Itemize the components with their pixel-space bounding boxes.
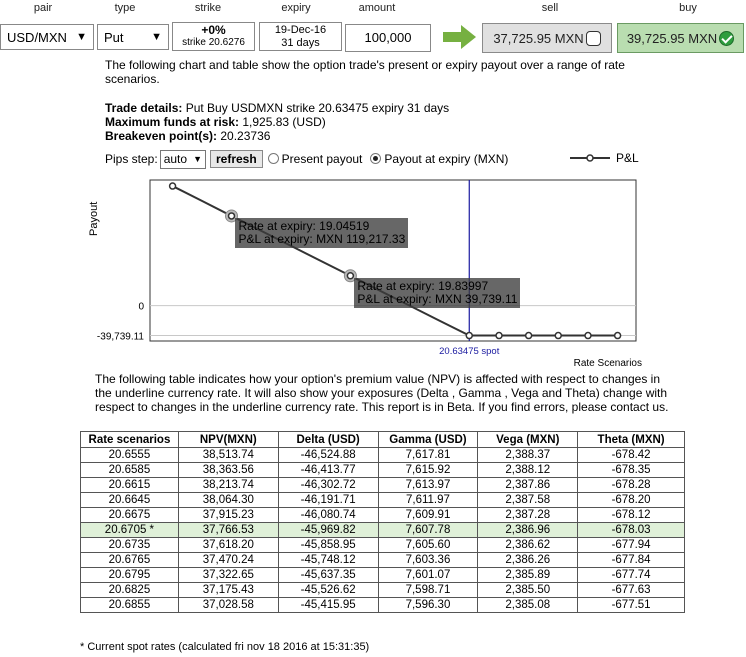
table-cell: 7,609.91 (378, 508, 478, 523)
table-cell: 20.6615 (81, 478, 179, 493)
breakeven-value: 20.23736 (217, 129, 271, 143)
table-cell: 7,596.30 (378, 598, 478, 613)
tooltip-rate: Rate at expiry: 19.04519 (238, 218, 370, 233)
table-cell: 20.6555 (81, 448, 179, 463)
buy-price: 39,725.95 MXN (626, 30, 718, 46)
table-cell: 38,513.74 (178, 448, 278, 463)
data-point (228, 213, 234, 219)
present-payout-label: Present payout (281, 152, 363, 166)
trade-details-value: Put Buy USDMXN strike 20.63475 expiry 31 days (182, 101, 450, 115)
sell-checkbox-icon[interactable] (586, 31, 601, 46)
column-header: Gamma (USD) (378, 432, 478, 448)
table-cell: 37,028.58 (178, 598, 278, 613)
expiry-date: 19-Dec-16 (274, 24, 327, 36)
data-point (466, 333, 472, 339)
expiry-days: 31 days (281, 37, 320, 49)
table-cell: 2,388.12 (478, 463, 578, 478)
table-cell: -45,858.95 (278, 538, 378, 553)
refresh-button[interactable]: refresh (210, 150, 263, 168)
pair-select[interactable] (0, 24, 94, 50)
table-cell: 7,603.36 (378, 553, 478, 568)
data-point (526, 333, 532, 339)
table-row (81, 598, 685, 613)
y-tick-label: 0 (138, 301, 144, 313)
table-cell: -678.03 (578, 523, 685, 538)
table-cell: -46,524.88 (278, 448, 378, 463)
table-cell: -677.84 (578, 553, 685, 568)
pips-step-value: auto (163, 152, 188, 166)
data-point (555, 333, 561, 339)
table-row (81, 523, 685, 538)
table-cell: -677.51 (578, 598, 685, 613)
pair-value: USD/MXN (7, 29, 67, 45)
table-cell: 20.6825 (81, 583, 179, 598)
trade-details-label: Trade details: (105, 101, 183, 115)
table-row (81, 583, 685, 598)
table-cell: 20.6705 * (81, 523, 179, 538)
radio-checked-icon (370, 153, 381, 164)
header-buy: buy (679, 2, 697, 14)
table-cell: 37,470.24 (178, 553, 278, 568)
table-cell: 37,322.65 (178, 568, 278, 583)
chevron-down-icon: ▼ (76, 31, 87, 43)
table-cell: 2,386.62 (478, 538, 578, 553)
table-cell: 20.6675 (81, 508, 179, 523)
header-sell: sell (541, 2, 559, 14)
table-cell: -46,080.74 (278, 508, 378, 523)
table-cell: -45,637.35 (278, 568, 378, 583)
pips-step-label: Pips step: (105, 152, 158, 166)
data-point (615, 333, 621, 339)
sell-price-button[interactable] (482, 23, 612, 53)
arrow-right-icon (443, 24, 477, 50)
funds-at-risk-label: Maximum funds at risk: (105, 115, 240, 129)
table-cell: -678.20 (578, 493, 685, 508)
table-cell: 2,387.58 (478, 493, 578, 508)
table-cell: 7,607.78 (378, 523, 478, 538)
type-value: Put (104, 29, 124, 45)
legend-line-icon (570, 153, 610, 163)
table-cell: -46,302.72 (278, 478, 378, 493)
y-tick-label: -39,739.11 (96, 331, 144, 343)
table-cell: -46,413.77 (278, 463, 378, 478)
table-cell: -677.74 (578, 568, 685, 583)
table-cell: 37,915.23 (178, 508, 278, 523)
column-header: Rate scenarios (81, 432, 179, 448)
table-cell: -677.63 (578, 583, 685, 598)
plot-area (150, 180, 636, 341)
table-cell: 20.6645 (81, 493, 179, 508)
column-header: Vega (MXN) (478, 432, 578, 448)
rate-scenarios-table (80, 431, 685, 613)
table-cell: 7,598.71 (378, 583, 478, 598)
data-point (496, 333, 502, 339)
table-cell: 7,601.07 (378, 568, 478, 583)
spot-label: 20.63475 spot (439, 346, 500, 357)
table-row (81, 478, 685, 493)
table-cell: 20.6795 (81, 568, 179, 583)
chart-intro-text: The following chart and table show the option trade's present or expiry payout over a range of rate scenarios. (105, 58, 625, 86)
type-select[interactable] (97, 24, 169, 50)
breakeven-label: Breakeven point(s): (105, 129, 218, 143)
table-cell: -678.28 (578, 478, 685, 493)
table-cell: -678.35 (578, 463, 685, 478)
strike-value: strike 20.6276 (182, 37, 245, 48)
table-cell: -45,415.95 (278, 598, 378, 613)
column-header: NPV(MXN) (178, 432, 278, 448)
header-type: type (114, 2, 136, 14)
table-cell: -46,191.71 (278, 493, 378, 508)
table-cell: -677.94 (578, 538, 685, 553)
table-cell: 20.6585 (81, 463, 179, 478)
table-row (81, 448, 685, 463)
data-point (585, 333, 591, 339)
table-cell: 7,613.97 (378, 478, 478, 493)
table-cell: 7,615.92 (378, 463, 478, 478)
table-cell: 38,213.74 (178, 478, 278, 493)
chart-tooltip (354, 278, 520, 308)
table-cell: 2,385.89 (478, 568, 578, 583)
table-cell: 2,387.28 (478, 508, 578, 523)
table-cell: 37,175.43 (178, 583, 278, 598)
table-cell: 2,386.26 (478, 553, 578, 568)
table-cell: -45,969.82 (278, 523, 378, 538)
table-cell: -45,748.12 (278, 553, 378, 568)
tooltip-rate: Rate at expiry: 19.83997 (357, 278, 489, 293)
tooltip-pnl: P&L at expiry: MXN 119,217.33 (238, 231, 406, 246)
table-cell: 7,611.97 (378, 493, 478, 508)
amount-input[interactable]: 100,000 (345, 24, 431, 52)
table-cell: -45,526.62 (278, 583, 378, 598)
table-cell: 20.6735 (81, 538, 179, 553)
x-axis-label: Rate Scenarios (573, 358, 642, 369)
chevron-down-icon: ▼ (151, 31, 162, 43)
sell-price: 37,725.95 MXN (493, 30, 584, 46)
header-amount: amount (358, 2, 396, 14)
data-point (347, 273, 353, 279)
footnote: * Current spot rates (calculated fri nov 18 2016 at 15:31:35) (80, 641, 370, 653)
legend-label: P&L (616, 151, 639, 165)
table-cell: 7,605.60 (378, 538, 478, 553)
expiry-payout-label: Payout at expiry (MXN) (384, 152, 509, 166)
tooltip-pnl: P&L at expiry: MXN 39,739.11 (357, 291, 518, 306)
table-cell: 2,387.86 (478, 478, 578, 493)
header-expiry: expiry (281, 2, 311, 14)
table-cell: 2,385.08 (478, 598, 578, 613)
table-row (81, 568, 685, 583)
radio-unchecked-icon (268, 153, 279, 164)
table-cell: 7,617.81 (378, 448, 478, 463)
data-point (170, 183, 176, 189)
table-cell: 38,363.56 (178, 463, 278, 478)
table-cell: 20.6765 (81, 553, 179, 568)
strike-box[interactable] (172, 22, 255, 51)
column-header: Theta (MXN) (578, 432, 685, 448)
expiry-box[interactable] (259, 22, 342, 51)
table-cell: -678.12 (578, 508, 685, 523)
chart-controls (105, 149, 508, 169)
table-cell: 2,385.50 (478, 583, 578, 598)
strike-percent: +0% (201, 23, 226, 37)
table-cell: 37,766.53 (178, 523, 278, 538)
expiry-payout-radio[interactable] (370, 152, 508, 166)
y-axis-label: Payout (88, 201, 100, 236)
table-cell: -678.42 (578, 448, 685, 463)
buy-price-button[interactable] (617, 23, 744, 53)
payout-chart-svg (90, 176, 650, 371)
table-row (81, 553, 685, 568)
header-pair: pair (33, 2, 53, 14)
table-cell: 20.6855 (81, 598, 179, 613)
table-row (81, 493, 685, 508)
trade-details (105, 101, 665, 143)
column-header: Delta (USD) (278, 432, 378, 448)
table-cell: 38,064.30 (178, 493, 278, 508)
buy-checked-icon[interactable] (719, 31, 734, 46)
payout-chart (90, 176, 650, 371)
npv-intro-text: The following table indicates how your option's premium value (NPV) is affected with respect to changes in the underline currency rate. It will also show your exposures (Delta , Gamma , Vega and Theta) change with respect to changes in the underline currency rate. This report is in Beta. If you find errors, please contact us. (95, 372, 669, 414)
chart-legend (570, 151, 639, 165)
chevron-down-icon: ▼ (193, 154, 202, 164)
table-cell: 2,388.37 (478, 448, 578, 463)
table-row (81, 538, 685, 553)
table-cell: 2,386.96 (478, 523, 578, 538)
table-row (81, 463, 685, 478)
funds-at-risk-value: 1,925.83 (USD) (239, 115, 326, 129)
header-strike: strike (194, 2, 222, 14)
pips-step-select[interactable] (160, 150, 206, 169)
table-cell: 37,618.20 (178, 538, 278, 553)
chart-tooltip (235, 218, 408, 248)
table-row (81, 508, 685, 523)
present-payout-radio[interactable] (268, 152, 363, 166)
